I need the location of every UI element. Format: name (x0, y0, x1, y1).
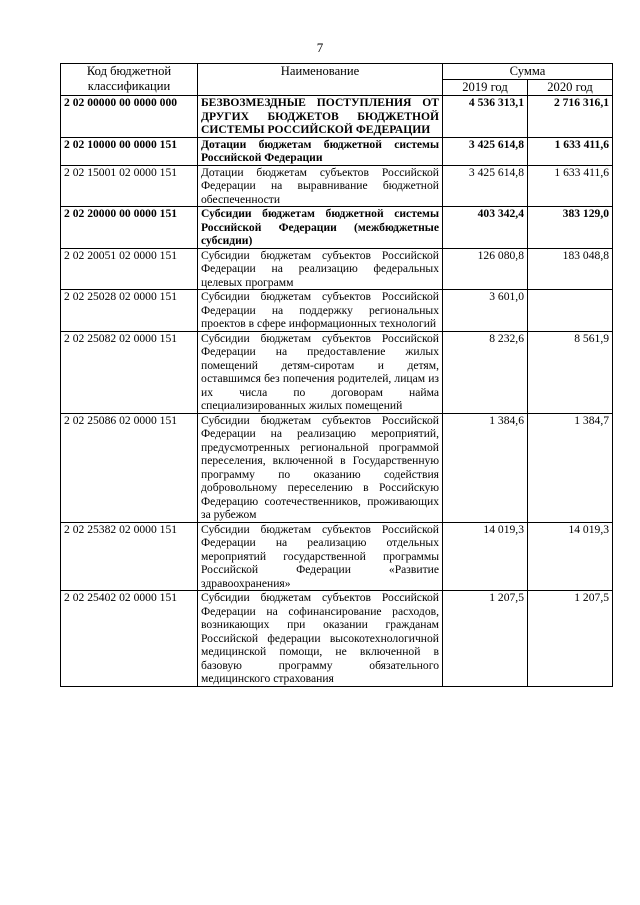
row-sum-2020 (528, 290, 613, 332)
table-row (61, 591, 613, 687)
table-row (61, 96, 613, 138)
row-sum-2019: 3 601,0 (443, 290, 528, 332)
row-sum-2020: 8 561,9 (528, 331, 613, 413)
table-header-row (61, 64, 613, 80)
row-sum-2020: 2 716 316,1 (528, 96, 613, 138)
row-code: 2 02 25086 02 0000 151 (61, 413, 198, 522)
row-sum-2019: 8 232,6 (443, 331, 528, 413)
row-name: Субсидии бюджетам субъектов Российской Федерации на реализацию отдельных мероприятий государственной программы Российской Федерации «Развитие здравоохранения» (198, 522, 443, 591)
row-name: Субсидии бюджетам субъектов Российской Федерации на предоставление жилых помещений детям-сиротам и детям, оставшимся без попечения родителей, лицам из их числа по договорам найма специализированных жилых помещений (198, 331, 443, 413)
header-name: Наименование (198, 64, 443, 96)
row-name: Субсидии бюджетам субъектов Российской Федерации на реализацию мероприятий, предусмотренных региональной программой переселения, включенной в Государственную программу по оказанию содействия добровольному переселению в Российскую Федерацию соотечественников, проживающих за рубежом (198, 413, 443, 522)
row-sum-2019: 1 384,6 (443, 413, 528, 522)
row-name: Субсидии бюджетам субъектов Российской Федерации на поддержку региональных проектов в сфере информационных технологий (198, 290, 443, 332)
row-name: Субсидии бюджетам субъектов Российской Федерации на софинансирование расходов, возникающих при оказании гражданам Российской федерации высокотехнологичной медицинской помощи, не включенной в базовую программу обязательного медицинского страхования (198, 591, 443, 687)
row-sum-2020: 1 384,7 (528, 413, 613, 522)
header-year-2020: 2020 год (528, 80, 613, 96)
budget-table (60, 63, 613, 687)
row-name: Субсидии бюджетам субъектов Российской Федерации на реализацию федеральных целевых программ (198, 248, 443, 290)
row-code: 2 02 25402 02 0000 151 (61, 591, 198, 687)
table-row (61, 290, 613, 332)
table-row (61, 248, 613, 290)
row-sum-2020: 183 048,8 (528, 248, 613, 290)
row-code: 2 02 20051 02 0000 151 (61, 248, 198, 290)
table-row (61, 165, 613, 207)
table-row (61, 137, 613, 165)
row-code: 2 02 00000 00 0000 000 (61, 96, 198, 138)
row-sum-2020: 1 633 411,6 (528, 137, 613, 165)
row-sum-2020: 383 129,0 (528, 207, 613, 249)
row-code: 2 02 25028 02 0000 151 (61, 290, 198, 332)
table-row (61, 522, 613, 591)
row-code: 2 02 10000 00 0000 151 (61, 137, 198, 165)
row-name: Дотации бюджетам субъектов Российской Федерации на выравнивание бюджетной обеспеченности (198, 165, 443, 207)
row-name: Дотации бюджетам бюджетной системы Российской Федерации (198, 137, 443, 165)
row-sum-2019: 1 207,5 (443, 591, 528, 687)
page-number: 7 (316, 40, 324, 55)
header-year-2019: 2019 год (443, 80, 528, 96)
row-sum-2019: 3 425 614,8 (443, 137, 528, 165)
row-sum-2019: 403 342,4 (443, 207, 528, 249)
row-name: Субсидии бюджетам бюджетной системы Российской Федерации (межбюджетные субсидии) (198, 207, 443, 249)
row-name: БЕЗВОЗМЕЗДНЫЕ ПОСТУПЛЕНИЯ ОТ ДРУГИХ БЮДЖЕТОВ БЮДЖЕТНОЙ СИСТЕМЫ РОССИЙСКОЙ ФЕДЕРАЦИИ (198, 96, 443, 138)
row-sum-2019: 4 536 313,1 (443, 96, 528, 138)
header-sum: Сумма (443, 64, 613, 80)
row-sum-2019: 3 425 614,8 (443, 165, 528, 207)
table-row (61, 331, 613, 413)
table-row (61, 207, 613, 249)
row-sum-2020: 14 019,3 (528, 522, 613, 591)
header-code: Код бюджетной классификации (61, 64, 198, 96)
row-code: 2 02 25082 02 0000 151 (61, 331, 198, 413)
row-code: 2 02 25382 02 0000 151 (61, 522, 198, 591)
row-sum-2019: 126 080,8 (443, 248, 528, 290)
row-sum-2020: 1 633 411,6 (528, 165, 613, 207)
row-sum-2020: 1 207,5 (528, 591, 613, 687)
table-body (61, 96, 613, 687)
row-code: 2 02 15001 02 0000 151 (61, 165, 198, 207)
row-code: 2 02 20000 00 0000 151 (61, 207, 198, 249)
row-sum-2019: 14 019,3 (443, 522, 528, 591)
table-row (61, 413, 613, 522)
